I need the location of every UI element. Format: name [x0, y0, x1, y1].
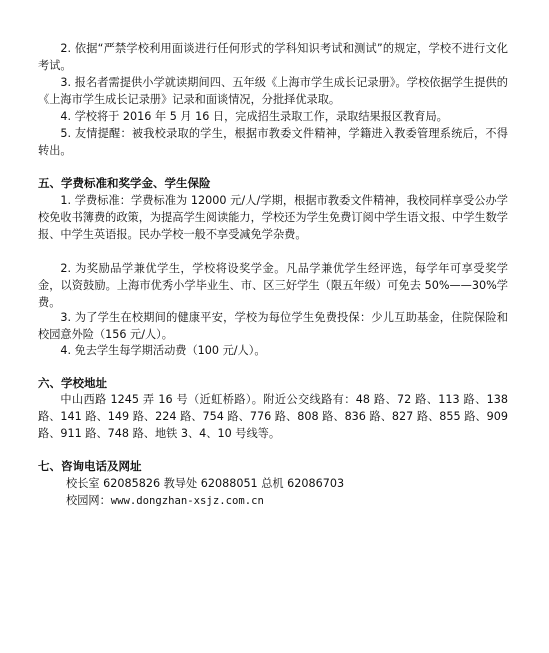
section4-item-4: 4. 学校将于 2016 年 5 月 16 日，完成招生录取工作，录取结果报区教育局。	[60, 110, 448, 123]
section5-item-1: 1. 学费标准：学费标准为 12000 元/人/学期，根据市教委文件精神，我校同样享受公办学校免收书簿费的政策，为提高学生阅读能力，学校还为学生免费订阅中学生语文报、中学生数学报、中学生英语报。民办学校一般不享受减免学杂费。	[38, 194, 508, 242]
section6-address: 中山西路 1245 弄 16 号（近虹桥路）。附近公交线路有：48 路、72 路、113 路、138 路、141 路、149 路、224 路、754 路、776 路、808 路、836 路、827 路、855 路、909 路、911 路、748 路、地铁 3、4、10 号线等。	[38, 393, 508, 441]
section5-item-4: 4. 免去学生每学期活动费（100 元/人）。	[60, 344, 266, 357]
website-link[interactable]: www.dongzhan-xsjz.com.cn	[110, 495, 264, 507]
section7-heading: 七、咨询电话及网址	[38, 459, 142, 473]
section4-item-3: 3. 报名者需提供小学就读期间四、五年级《上海市学生成长记录册》。学校依据学生提供的《上海市学生成长记录册》记录和面谈情况，分批择优录取。	[38, 76, 508, 107]
section4-item-5: 5. 友情提醒：被我校录取的学生，根据市教委文件精神，学籍进入教委管理系统后，不得转出。	[38, 127, 508, 158]
website-label: 校园网：	[66, 494, 111, 507]
website-line	[66, 492, 264, 510]
contact-phones: 校长室 62085826 教导处 62088051 总机 62086703	[66, 477, 345, 490]
section5-item-2: 2. 为奖励品学兼优学生，学校将设奖学金。凡品学兼优学生经评选，每学年可享受奖学金，以资鼓励。上海市优秀小学毕业生、市、区三好学生（限五年级）可免去 50%——30%学费。	[38, 262, 508, 310]
section4-item-2: 2. 依据“严禁学校利用面谈进行任何形式的学科知识考试和测试”的规定，学校不进行文化考试。	[38, 42, 508, 73]
section5-heading: 五、学费标准和奖学金、学生保险	[38, 176, 211, 190]
section6-heading: 六、学校地址	[38, 376, 107, 390]
section5-item-3: 3. 为了学生在校期间的健康平安，学校为每位学生免费投保：少儿互助基金，住院保险和校园意外险（156 元/人）。	[38, 311, 508, 342]
